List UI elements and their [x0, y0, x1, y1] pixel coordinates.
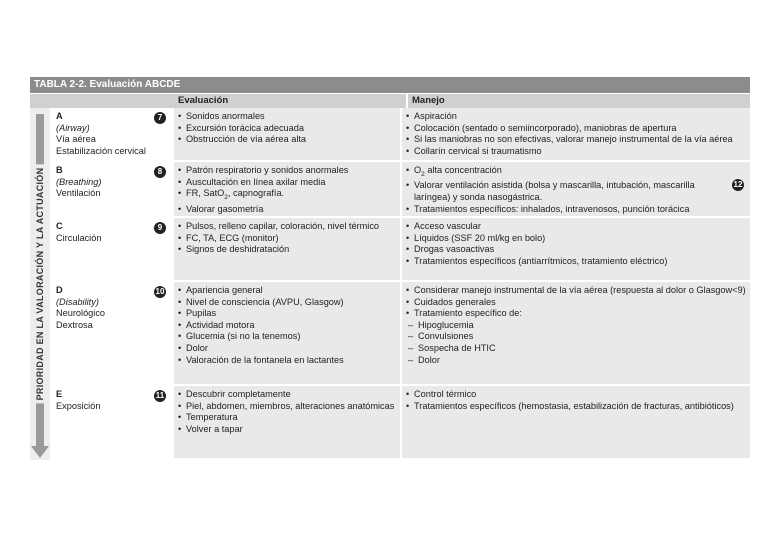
manejo-item: • Acceso vascular	[406, 221, 746, 233]
evaluacion-item: • Auscultación en línea axilar media	[178, 177, 396, 189]
step-english-name: (Disability)	[56, 296, 99, 307]
step-number-badge: 10	[155, 287, 165, 296]
step-name: Dextrosa	[56, 319, 93, 330]
evaluacion-item: • FR, SatO$_2$, capnografía.	[178, 188, 396, 203]
evaluacion-item: • Dolor	[178, 343, 396, 355]
priority-arrow-down-icon	[31, 446, 49, 458]
manejo-cell	[400, 218, 750, 280]
step-letter: B	[56, 165, 63, 175]
manejo-item: • Colocación (sentado o semiincorporado), maniobras de apertura	[406, 123, 746, 135]
manejo-item: • Aspiración	[406, 111, 746, 123]
evaluacion-item: • Nivel de consciencia (AVPU, Glasgow)	[178, 297, 396, 309]
evaluacion-cell	[172, 282, 400, 384]
step-number-badge: 7	[154, 112, 166, 124]
manejo-item: • Considerar manejo instrumental de la vía aérea (respuesta al dolor o Glasgow<9)	[406, 285, 746, 297]
step-letter: E	[56, 389, 63, 399]
evaluacion-item: • Apariencia general	[178, 285, 396, 297]
evaluacion-item: • Pulsos, relleno capilar, coloración, nivel térmico	[178, 221, 396, 233]
manejo-cell	[400, 386, 750, 458]
manejo-cell	[400, 162, 750, 216]
evaluacion-item: • Sonidos anormales	[178, 111, 396, 123]
abcde-table	[30, 77, 750, 460]
manejo-item: • Tratamientos específicos: inhalados, intravenosos, punción torácica	[406, 204, 746, 216]
evaluacion-item: • Signos de deshidratación	[178, 244, 396, 256]
step-cell	[52, 162, 172, 216]
step-letter: A	[56, 111, 63, 121]
evaluacion-item: • Pupilas	[178, 308, 396, 320]
manejo-number-badge: 12	[733, 180, 743, 189]
table-title: TABLA 2-2. Evaluación ABCDE	[30, 77, 750, 93]
evaluacion-item: • Excursión torácica adecuada	[178, 123, 396, 135]
step-cell	[52, 386, 172, 458]
step-number-badge: 9	[154, 222, 166, 234]
evaluacion-cell	[172, 108, 400, 160]
manejo-cell	[400, 108, 750, 160]
manejo-subitem: – Hipoglucemia	[406, 320, 746, 332]
evaluacion-item: • Patrón respiratorio y sonidos anormales	[178, 165, 396, 177]
manejo-subitem: – Sospecha de HTIC	[406, 343, 746, 355]
priority-sidebar	[30, 108, 52, 460]
evaluacion-item: • Temperatura	[178, 412, 396, 424]
table-row	[52, 386, 750, 460]
evaluacion-item: • Volver a tapar	[178, 424, 396, 436]
step-cell	[52, 108, 172, 160]
step-name: Ventilación	[56, 188, 101, 199]
step-letter: D	[56, 285, 63, 295]
table-row	[52, 108, 750, 162]
manejo-item: • $O_2$ alta concentración	[406, 165, 746, 180]
step-name: Circulación	[56, 232, 102, 243]
table-body	[30, 108, 750, 460]
table-rows	[52, 108, 750, 460]
evaluacion-item: • Descubrir completamente	[178, 389, 396, 401]
table-row	[52, 162, 750, 218]
step-number-badge: 8	[154, 166, 166, 178]
manejo-cell	[400, 282, 750, 384]
evaluacion-item: • Glucemia (si no la tenemos)	[178, 331, 396, 343]
step-letter: C	[56, 221, 63, 231]
step-english-name: (Breathing)	[56, 176, 102, 187]
step-english-name: (Airway)	[56, 122, 90, 133]
manejo-item: • Líquidos (SSF 20 ml/kg en bolo)	[406, 233, 746, 245]
evaluacion-cell	[172, 386, 400, 458]
evaluacion-item: • FC, TA, ECG (monitor)	[178, 233, 396, 245]
step-cell	[52, 218, 172, 280]
manejo-item: • Tratamientos específicos (hemostasia, estabilización de fracturas, antibióticos)	[406, 401, 746, 413]
table-row	[52, 218, 750, 282]
manejo-item: • Tratamientos específicos (antiarrítmicos, tratamiento eléctrico)	[406, 256, 746, 268]
header-evaluacion: Evaluación	[178, 95, 229, 106]
header-manejo: Manejo	[406, 94, 750, 108]
table-header	[30, 93, 750, 108]
step-name: Estabilización cervical	[56, 145, 146, 156]
manejo-subitem: – Convulsiones	[406, 331, 746, 343]
manejo-item: • Valorar ventilación asistida (bolsa y mascarilla, intubación, mascarilla laríngea) y sonda nasogástrica.	[406, 180, 746, 203]
header-empty	[30, 94, 172, 108]
evaluacion-item: • Obstrucción de vía aérea alta	[178, 134, 396, 146]
manejo-item: • Collarín cervical si traumatismo	[406, 146, 746, 158]
table-row	[52, 282, 750, 386]
step-cell	[52, 282, 172, 384]
evaluacion-cell	[172, 218, 400, 280]
manejo-subitem: – Dolor	[406, 355, 746, 367]
evaluacion-cell	[172, 162, 400, 216]
manejo-item: • Tratamiento específico de:	[406, 308, 746, 320]
manejo-item: • Cuidados generales	[406, 297, 746, 309]
step-name: Exposición	[56, 400, 101, 411]
evaluacion-item: • Piel, abdomen, miembros, alteraciones anatómicas	[178, 401, 396, 413]
manejo-item: • Si las maniobras no son efectivas, valorar manejo instrumental de la vía aérea	[406, 134, 746, 146]
step-name: Vía aérea	[56, 134, 96, 145]
evaluacion-item: • Valoración de la fontanela en lactantes	[178, 355, 396, 367]
step-name: Neurológico	[56, 308, 106, 319]
evaluacion-item: • Actividad motora	[178, 320, 396, 332]
manejo-item: • Control térmico	[406, 389, 746, 401]
manejo-item: • Drogas vasoactivas	[406, 244, 746, 256]
evaluacion-item: • Valorar gasometría	[178, 204, 396, 216]
step-number-badge: 11	[155, 391, 165, 400]
priority-label: PRIORIDAD EN LA VALORACIÓN Y LA ACTUACIÓN	[35, 165, 45, 404]
